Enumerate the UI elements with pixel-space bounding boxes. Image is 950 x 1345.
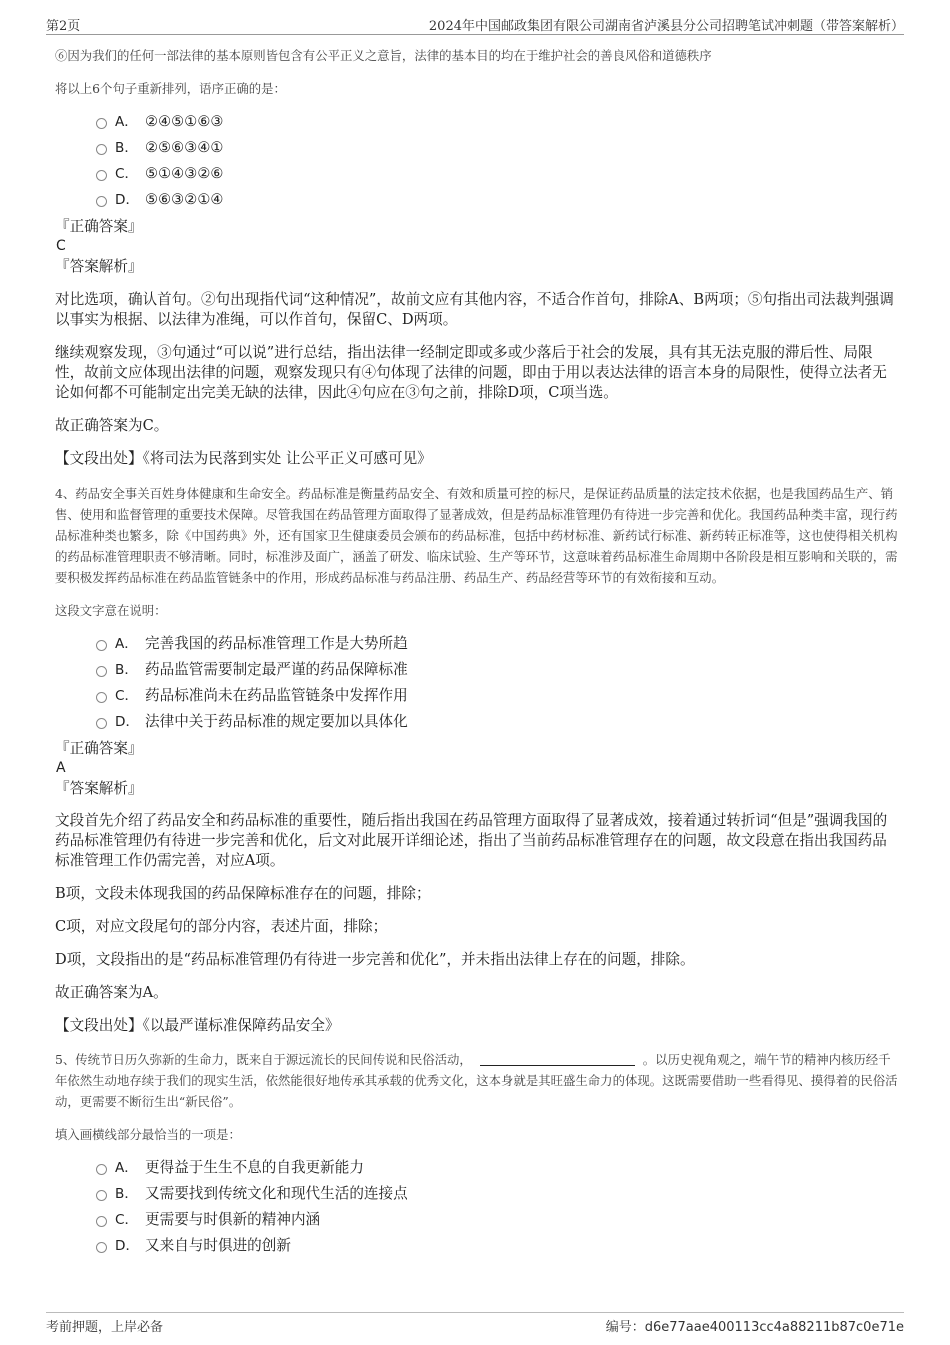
q5-options <box>55 1155 900 1259</box>
q3-option-d[interactable]: D． ⑤⑥③②①④ <box>55 187 900 213</box>
q3-answer: C <box>56 238 66 254</box>
q4-option-a[interactable]: A． 完善我国的药品标准管理工作是大势所趋 <box>55 631 900 657</box>
q3-sentence-6: ⑥因为我们的任何一部法律的基本原则皆包含有公平正义之意旨，法律的基本目的均在于维护社会的善良风俗和道德秩序 <box>55 48 712 63</box>
q4-option-c[interactable]: C． 药品标准尚未在药品监管链条中发挥作用 <box>55 683 900 709</box>
q3-analysis-3: 故正确答案为C。 <box>55 417 169 434</box>
q3-prompt: 将以上6个句子重新排列，语序正确的是： <box>55 81 286 96</box>
fill-blank[interactable] <box>480 1051 635 1066</box>
radio-icon[interactable] <box>96 718 107 729</box>
radio-icon[interactable] <box>96 1164 107 1175</box>
q4-analysis-label: 『答案解析』 <box>55 780 143 797</box>
q4-answer: A <box>56 760 66 776</box>
q4-option-b[interactable]: B． 药品监管需要制定最严谨的药品保障标准 <box>55 657 900 683</box>
q4-analysis-2: B项，文段未体现我国的药品保障标准存在的问题，排除； <box>55 885 431 902</box>
radio-icon[interactable] <box>96 1190 107 1201</box>
q3-analysis-1: 对比选项，确认首句。②句出现指代词“这种情况”，故前文应有其他内容，不适合作首句，排除A、B两项；⑤句指出司法裁判强调以事实为根据、以法律为准绳，可以作首句，保留C、D两项。 <box>55 291 894 328</box>
page-footer <box>46 1312 904 1335</box>
q3-option-a[interactable]: A． ②④⑤①⑥③ <box>55 109 900 135</box>
q3-option-c[interactable]: C． ⑤①④③②⑥ <box>55 161 900 187</box>
q3-option-b[interactable]: B． ②⑤⑥③④① <box>55 135 900 161</box>
q4-options <box>55 631 900 735</box>
radio-icon[interactable] <box>96 692 107 703</box>
document-code: 编号：d6e77aae400113cc4a88211b87c0e71e <box>605 1320 904 1335</box>
radio-icon[interactable] <box>96 170 107 181</box>
footer-slogan: 考前押题，上岸必备 <box>46 1320 164 1335</box>
q4-source: 【文段出处】《以最严谨标准保障药品安全》 <box>55 1017 340 1034</box>
q5-option-d[interactable]: D． 又来自与时俱进的创新 <box>55 1233 900 1259</box>
q5-option-c[interactable]: C． 更需要与时俱新的精神内涵 <box>55 1207 900 1233</box>
q4-analysis-4: D项，文段指出的是“药品标准管理仍有待进一步完善和优化”，并未指出法律上存在的问题，排除。 <box>55 951 695 968</box>
q4-answer-label: 『正确答案』 <box>55 740 143 757</box>
q4-analysis-3: C项，对应文段尾句的部分内容，表述片面，排除； <box>55 918 388 935</box>
q4-passage: 4、药品安全事关百姓身体健康和生命安全。药品标准是衡量药品安全、有效和质量可控的标尺，是保证药品质量的法定技术依据，也是我国药品生产、销售、使用和监督管理的重要技术保障。尽管我国在药品管理方面取得了显著成效，但是药品标准管理仍有待进一步完善和优化。我国药品种类丰富，现行药品标准种类也繁多，除《中国药典》外，还有国家卫生健康委员会颁布的药品标准，包括中药材标准、新药试行标准、新药转正标准等，这也使得相关机构的药品标准管理职责不够清晰。同时，标准涉及面广，涵盖了研发、临床试验、生产等环节，这意味着药品标准生命周期中各阶段是相互影响和关联的，需要积极发挥药品标准在药品监管链条中的作用，形成药品标准与药品注册、药品生产、药品经营等环节的有效衔接和互动。 <box>55 486 898 585</box>
radio-icon[interactable] <box>96 1242 107 1253</box>
radio-icon[interactable] <box>96 1216 107 1227</box>
page-header <box>46 14 904 35</box>
radio-icon[interactable] <box>96 640 107 651</box>
document-title: 2024年中国邮政集团有限公司湖南省泸溪县分公司招聘笔试冲刺题（带答案解析） <box>428 19 904 34</box>
radio-icon[interactable] <box>96 666 107 677</box>
q5-passage: 5、传统节日历久弥新的生命力，既来自于源远流长的民间传说和民俗活动， 。以历史视角观之，端午节的精神内核历经千年依然生动地存续于我们的现实生活，依然能很好地传承其承载的优秀文化，这本身就是其旺盛生命力的体现。这既需要借助一些看得见、摸得着的民俗活动，更需要不断衍生出“新民俗”。 <box>55 1052 898 1109</box>
q4-option-d[interactable]: D． 法律中关于药品标准的规定要加以具体化 <box>55 709 900 735</box>
radio-icon[interactable] <box>96 196 107 207</box>
q3-answer-label: 『正确答案』 <box>55 218 143 235</box>
q5-option-a[interactable]: A． 更得益于生生不息的自我更新能力 <box>55 1155 900 1181</box>
q3-analysis-label: 『答案解析』 <box>55 258 143 275</box>
page-content <box>55 45 900 1259</box>
q3-source: 【文段出处】《将司法为民落到实处 让公平正义可感可见》 <box>55 450 432 467</box>
q5-option-b[interactable]: B． 又需要找到传统文化和现代生活的连接点 <box>55 1181 900 1207</box>
page-number: 第2页 <box>46 19 81 34</box>
radio-icon[interactable] <box>96 144 107 155</box>
q4-analysis-5: 故正确答案为A。 <box>55 984 168 1001</box>
radio-icon[interactable] <box>96 118 107 129</box>
q5-prompt: 填入画横线部分最恰当的一项是： <box>55 1127 241 1142</box>
q3-options <box>55 109 900 213</box>
q4-prompt: 这段文字意在说明： <box>55 603 167 618</box>
q3-analysis-2: 继续观察发现，③句通过“可以说”进行总结，指出法律一经制定即或多或少落后于社会的发展，具有其无法克服的滞后性、局限性，故前文应体现出法律的问题，观察发现只有④句体现了法律的问题，即由于用以表达法律的语言本身的局限性，使得立法者无论如何都不可能制定出完美无缺的法律，因此④句应在③句之前，排除D项，C项当选。 <box>55 344 887 401</box>
q4-analysis-1: 文段首先介绍了药品安全和药品标准的重要性，随后指出我国在药品管理方面取得了显著成效，接着通过转折词“但是”强调我国的药品标准管理仍有待进一步完善和优化，后文对此展开详细论述，指出了当前药品标准管理存在的问题，故文段意在指出我国药品标准管理工作仍需完善，对应A项。 <box>55 812 888 869</box>
